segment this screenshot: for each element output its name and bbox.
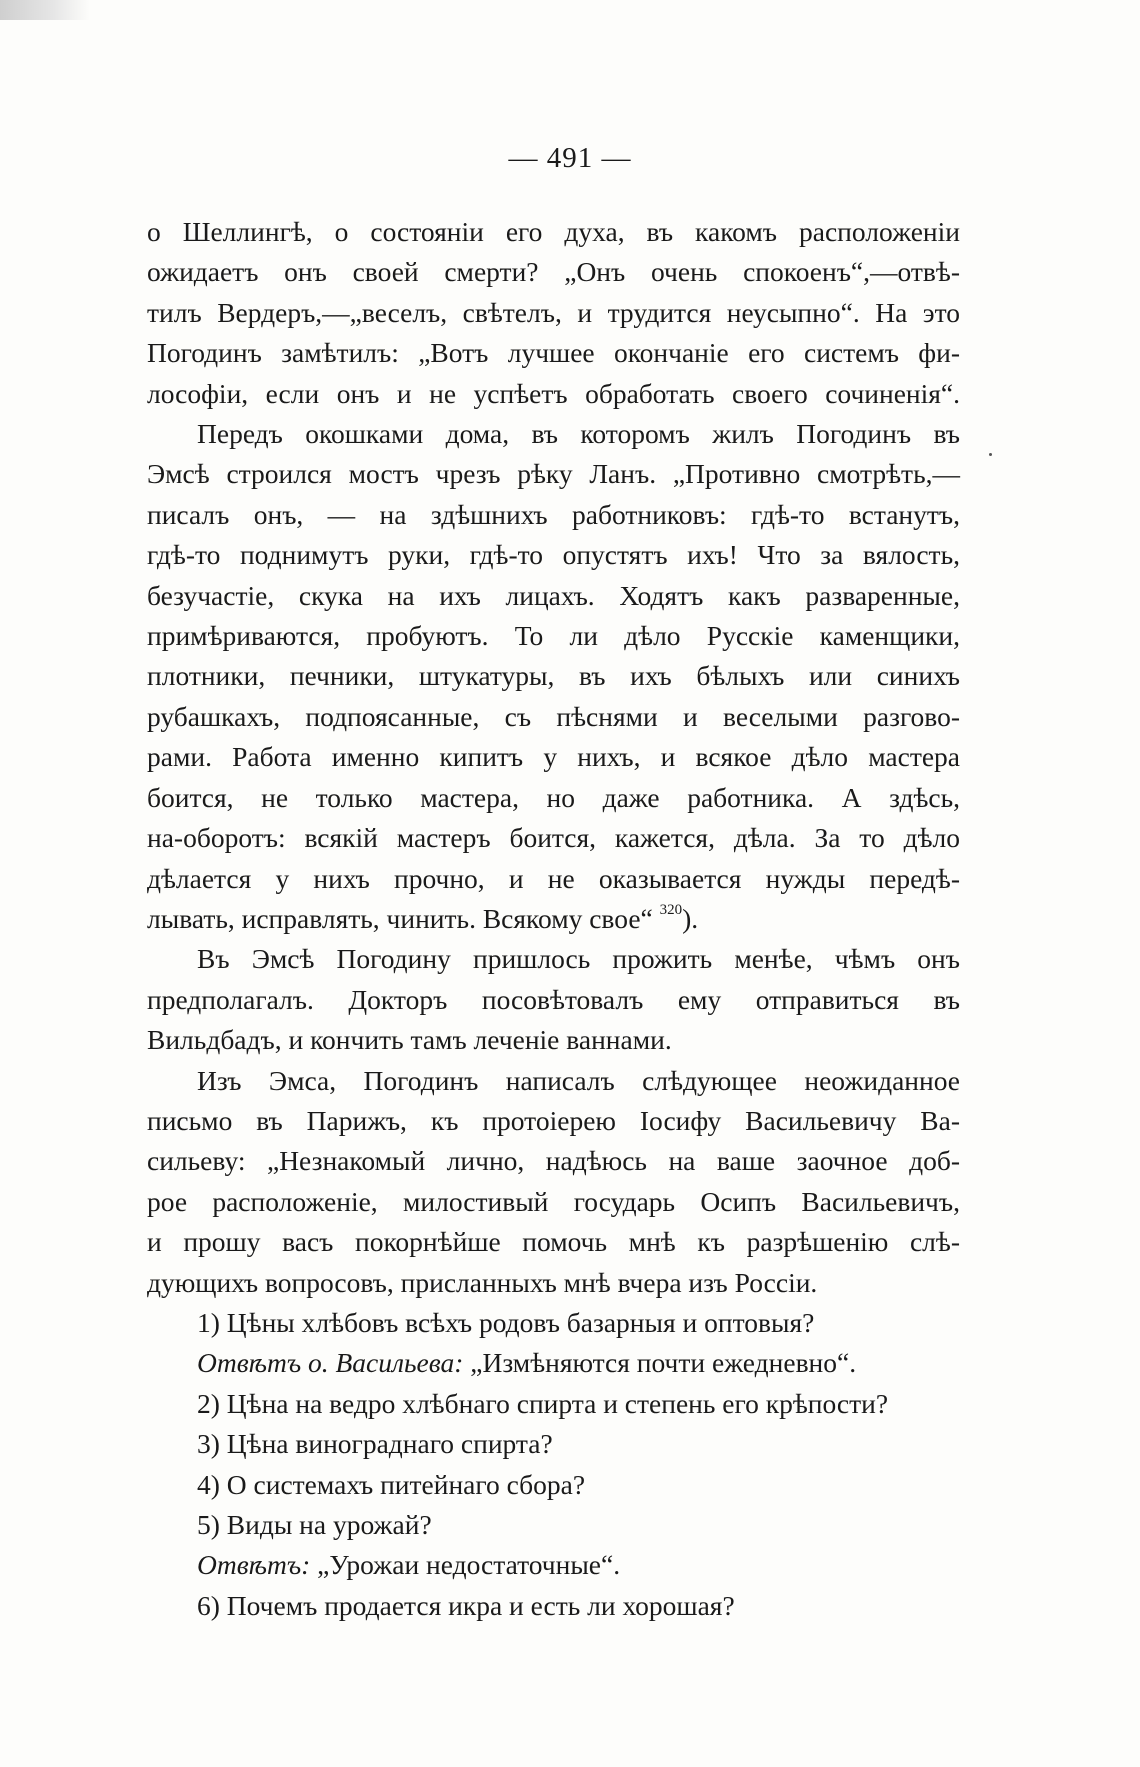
text-line: писалъ онъ, — на здѣшнихъ работниковъ: гдѣ-то встанутъ, xyxy=(147,498,960,530)
text-line: предполагалъ. Докторъ посовѣтовалъ ему отправиться въ xyxy=(147,983,960,1015)
text-line: рами. Работа именно кипитъ у нихъ, и всякое дѣло мастера xyxy=(147,741,960,773)
answer-label: Отвѣтъ: xyxy=(197,1549,311,1581)
paragraph-2 xyxy=(147,414,960,939)
paragraph-3 xyxy=(147,939,960,1060)
answer-text: „Измѣняются почти ежедневно“. xyxy=(463,1347,857,1379)
question-5: 5) Виды на урожай? xyxy=(197,1509,432,1540)
text-line: рое расположеніе, милостивый государь Осипъ Васильевичъ, xyxy=(147,1185,960,1217)
scan-speck xyxy=(989,453,992,456)
text-line: тилъ Вердеръ,—„веселъ, свѣтелъ, и трудится неусыпно“. На это xyxy=(147,296,960,328)
text-line: сильеву: „Незнакомый лично, надѣюсь на ваше заочное доб- xyxy=(147,1145,960,1177)
text-line: Передъ окошками дома, въ которомъ жилъ Погодинъ въ xyxy=(197,418,960,450)
text-line: Эмсѣ строился мостъ чрезъ рѣку Ланъ. „Противно смотрѣть,— xyxy=(147,458,960,490)
answer-label: Отвѣтъ о. Васильева: xyxy=(197,1347,464,1379)
text-line: на-оборотъ: всякій мастеръ боится, кажется, дѣла. За то дѣло xyxy=(147,822,960,854)
question-4: 4) О системахъ питейнаго сбора? xyxy=(197,1468,586,1500)
text-line: безучастіе, скука на ихъ лицахъ. Ходятъ какъ разваренные, xyxy=(147,579,960,611)
question-6: 6) Почемъ продается икра и есть ли хорошая? xyxy=(197,1589,735,1621)
text-line: примѣриваются, пробуютъ. То ли дѣло Русскіе каменщики, xyxy=(147,620,960,652)
text-line: дующихъ вопросовъ, присланныхъ мнѣ вчера изъ Россіи. xyxy=(147,1266,818,1298)
text-line: боится, не только мастера, но даже работника. А здѣсь, xyxy=(147,781,960,813)
text-line: ожидаетъ онъ своей смерти? „Онъ очень спокоенъ“,—отвѣ- xyxy=(147,256,960,288)
paragraph-4 xyxy=(147,1061,960,1303)
text-line: и прошу васъ покорнѣйше помочь мнѣ къ разрѣшенію слѣ- xyxy=(147,1226,960,1258)
answer-1 xyxy=(147,1343,960,1383)
text-line: лывать, исправлять, чинить. Всякому свое“ xyxy=(147,902,653,934)
text-line: Изъ Эмса, Погодинъ написалъ слѣдующее неожиданное xyxy=(197,1064,960,1096)
text-line: дѣлается у нихъ прочно, и не оказывается нужды передѣ- xyxy=(147,862,960,894)
text-line: плотники, печники, штукатуры, въ ихъ бѣлыхъ или синихъ xyxy=(147,660,960,692)
text-line: рубашкахъ, подпоясанные, съ пѣснями и веселыми разгово- xyxy=(147,700,960,732)
footnote-close: ). xyxy=(682,902,699,934)
text-line: Вильдбадъ, и кончить тамъ леченіе ваннами. xyxy=(147,1024,672,1056)
paragraph-1 xyxy=(147,212,960,414)
question-3: 3) Цѣна винограднаго спирта? xyxy=(197,1428,553,1460)
question-2: 2) Цѣна на ведро хлѣбнаго спирта и степень его крѣпости? xyxy=(197,1387,889,1419)
question-list xyxy=(147,1303,960,1626)
body-text xyxy=(147,212,960,1626)
scan-corner-shadow xyxy=(0,0,90,20)
footnote-reference[interactable]: 320 xyxy=(659,901,683,918)
text-line: гдѣ-то поднимутъ руки, гдѣ-то опустятъ ихъ! Что за вялость, xyxy=(147,539,960,571)
text-line-with-footnote xyxy=(147,899,960,939)
text-line: о Шеллингѣ, о состояніи его духа, въ какомъ расположеніи xyxy=(147,216,960,247)
answer-text: „Урожаи недостаточные“. xyxy=(310,1549,621,1581)
page-number: — 491 — xyxy=(508,142,632,174)
text-line: лософіи, если онъ и не успѣетъ обработать своего сочиненія“. xyxy=(147,377,960,409)
text-line: Въ Эмсѣ Погодину пришлось прожить менѣе, чѣмъ онъ xyxy=(197,943,960,975)
answer-5 xyxy=(147,1545,960,1585)
text-line: Погодинъ замѣтилъ: „Вотъ лучшее окончаніе его системъ фи- xyxy=(147,337,960,369)
text-line: письмо въ Парижъ, къ протоіерею Іосифу Васильевичу Ва- xyxy=(147,1104,960,1136)
question-1: 1) Цѣны хлѣбовъ всѣхъ родовъ базарныя и оптовыя? xyxy=(197,1306,815,1338)
